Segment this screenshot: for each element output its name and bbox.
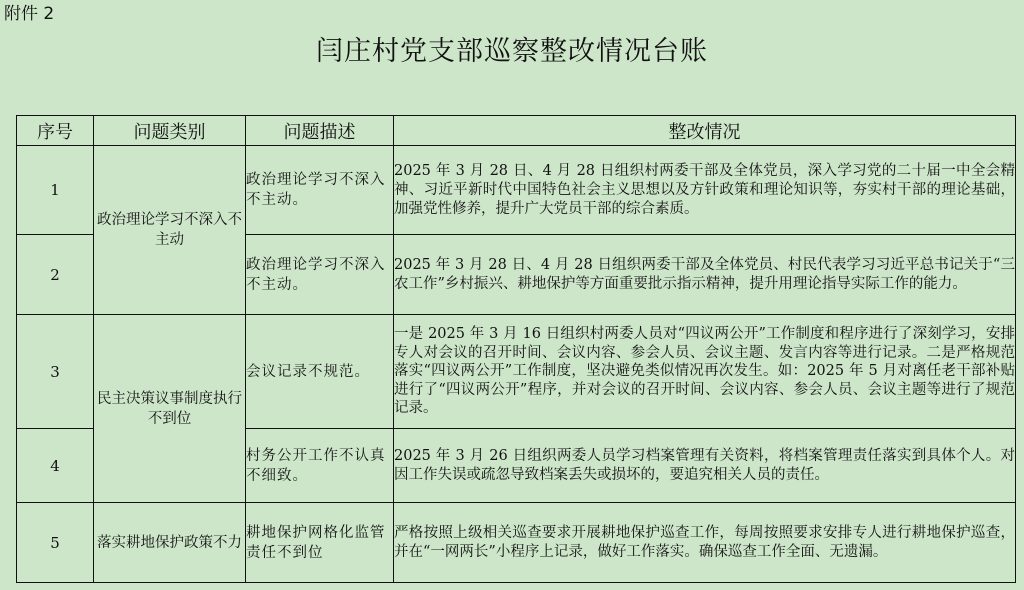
problem-description: 政治理论学习不深入不主动。 (246, 146, 394, 235)
attachment-label: 附件 2 (4, 4, 55, 24)
column-header-number: 序号 (17, 116, 94, 146)
row-number: 1 (17, 146, 94, 235)
table-row (17, 315, 1016, 429)
table-row (17, 146, 1016, 235)
problem-description: 村务公开工作不认真不细致。 (246, 429, 394, 503)
table-row (17, 503, 1016, 583)
column-header-description: 问题描述 (246, 116, 394, 146)
row-number: 4 (17, 429, 94, 503)
problem-category: 落实耕地保护政策不力 (94, 503, 246, 583)
row-number: 5 (17, 503, 94, 583)
row-number: 2 (17, 235, 94, 315)
rectification-status: 2025 年 3 月 26 日组织两委人员学习档案管理有关资料，将档案管理责任落实到具体个人。对因工作失误或疏忽导致档案丢失或损坏的，要追究相关人员的责任。 (394, 429, 1016, 503)
rectification-status: 一是 2025 年 3 月 16 日组织村两委人员对“四议两公开”工作制度和程序进行了深刻学习，安排专人对会议的召开时间、会议内容、参会人员、会议主题、发言内容等进行记录。二是严格规范落实“四议两公开”工作制度，坚决避免类似情况再次发生。如：2025 年 5 月对离任老干部补贴进行了“四议两公开”程序，并对会议的召开时间、会议内容、参会人员、会议主题等进行了规范记录。 (394, 315, 1016, 429)
row-number: 3 (17, 315, 94, 429)
column-header-category: 问题类别 (94, 116, 246, 146)
problem-description: 政治理论学习不深入不主动。 (246, 235, 394, 315)
table-header-row (17, 116, 1016, 146)
rectification-status: 2025 年 3 月 28 日、4 月 28 日组织村两委干部及全体党员，深入学习党的二十届一中全会精神、习近平新时代中国特色社会主义思想以及方针政策和理论知识等，夯实村干部的理论基础，加强党性修养，提升广大党员干部的综合素质。 (394, 146, 1016, 235)
rectification-status: 严格按照上级相关巡查要求开展耕地保护巡查工作，每周按照要求安排专人进行耕地保护巡查，并在“一网两长”小程序上记录，做好工作落实。确保巡查工作全面、无遗漏。 (394, 503, 1016, 583)
problem-category: 政治理论学习不深入不主动 (94, 146, 246, 315)
page-title: 闫庄村党支部巡察整改情况台账 (316, 36, 708, 67)
rectification-status: 2025 年 3 月 28 日、4 月 28 日组织两委干部及全体党员、村民代表学习习近平总书记关于“三农工作”乡村振兴、耕地保护等方面重要批示指示精神，提升用理论指导实际工作的能力。 (394, 235, 1016, 315)
problem-category: 民主决策议事制度执行不到位 (94, 315, 246, 503)
problem-description: 耕地保护网格化监管责任不到位 (246, 503, 394, 583)
rectification-ledger-table (16, 115, 1016, 583)
problem-description: 会议记录不规范。 (246, 315, 394, 429)
column-header-rectification: 整改情况 (394, 116, 1016, 146)
